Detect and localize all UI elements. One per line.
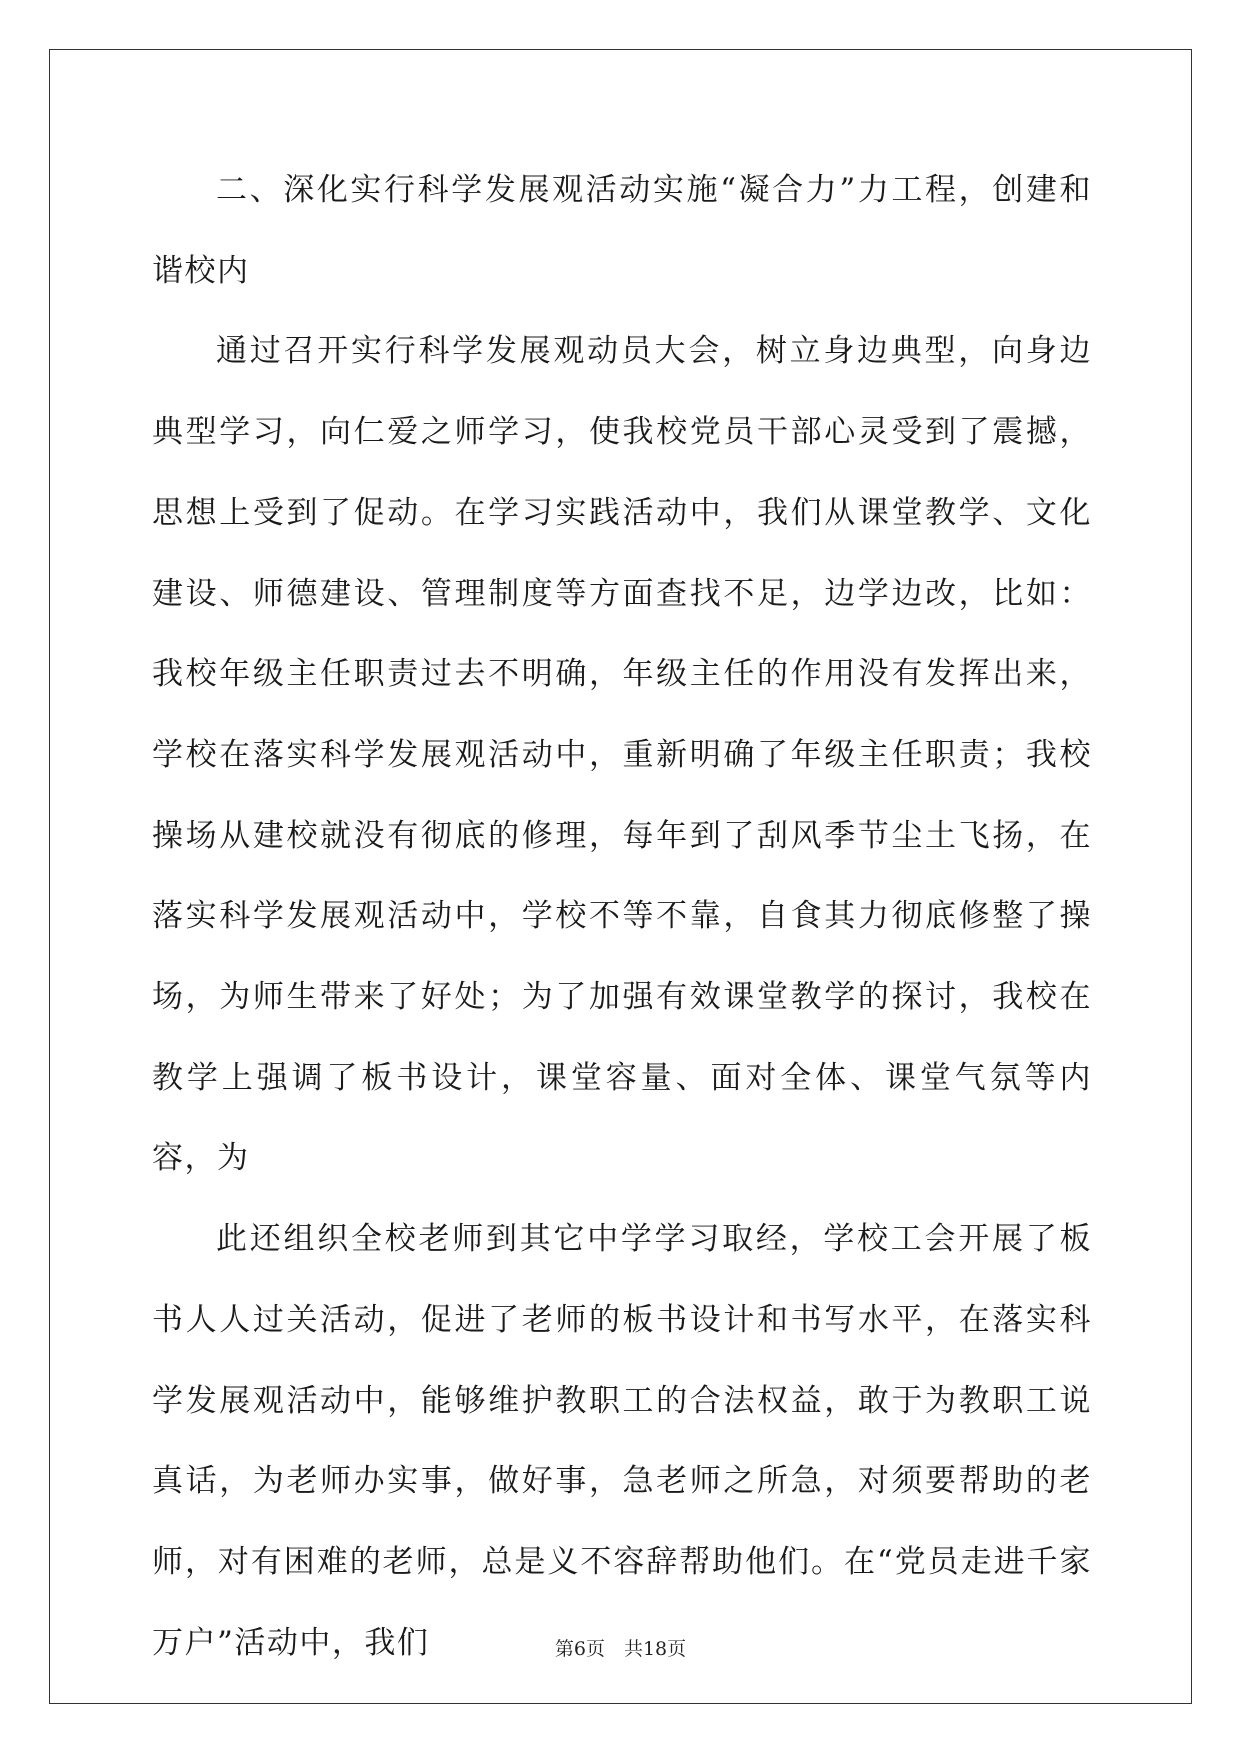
paragraph-body-1: 通过召开实行科学发展观动员大会，树立身边典型，向身边典型学习，向仁爱之师学习，使我校党员干部心灵受到了震撼，思想上受到了促动。在学习实践活动中，我们从课堂教学、文化建设、师德建设、管理制度等方面查找不足，边学边改，比如：我校年级主任职责过去不明确，年级主任的作用没有发挥出来，学校在落实科学发展观活动中，重新明确了年级主任职责；我校操场从建校就没有彻底的修理，每年到了刮风季节尘土飞扬，在落实科学发展观活动中，学校不等不靠，自食其力彻底修整了操场，为师生带来了好处；为了加强有效课堂教学的探讨，我校在教学上强调了板书设计，课堂容量、面对全体、课堂气氛等内容，为 — [152, 333, 1092, 1177]
paragraph-body-2: 此还组织全校老师到其它中学学习取经，学校工会开展了板书人人过关活动，促进了老师的板书设计和书写水平，在落实科学发展观活动中，能够维护教职工的合法权益，敢于为教职工说真话，为老师办实事，做好事，急老师之所急，对须要帮助的老师，对有困难的老师，总是义不容辞帮助他们。在“党员走进千家万户”活动中，我们 — [152, 1221, 1092, 1661]
document-body — [152, 150, 1092, 1683]
page-number-footer: 第6页 共18页 — [554, 1638, 687, 1660]
paragraph-section-heading: 二、深化实行科学发展观活动实施“凝合力”力工程，创建和谐校内 — [152, 172, 1092, 289]
